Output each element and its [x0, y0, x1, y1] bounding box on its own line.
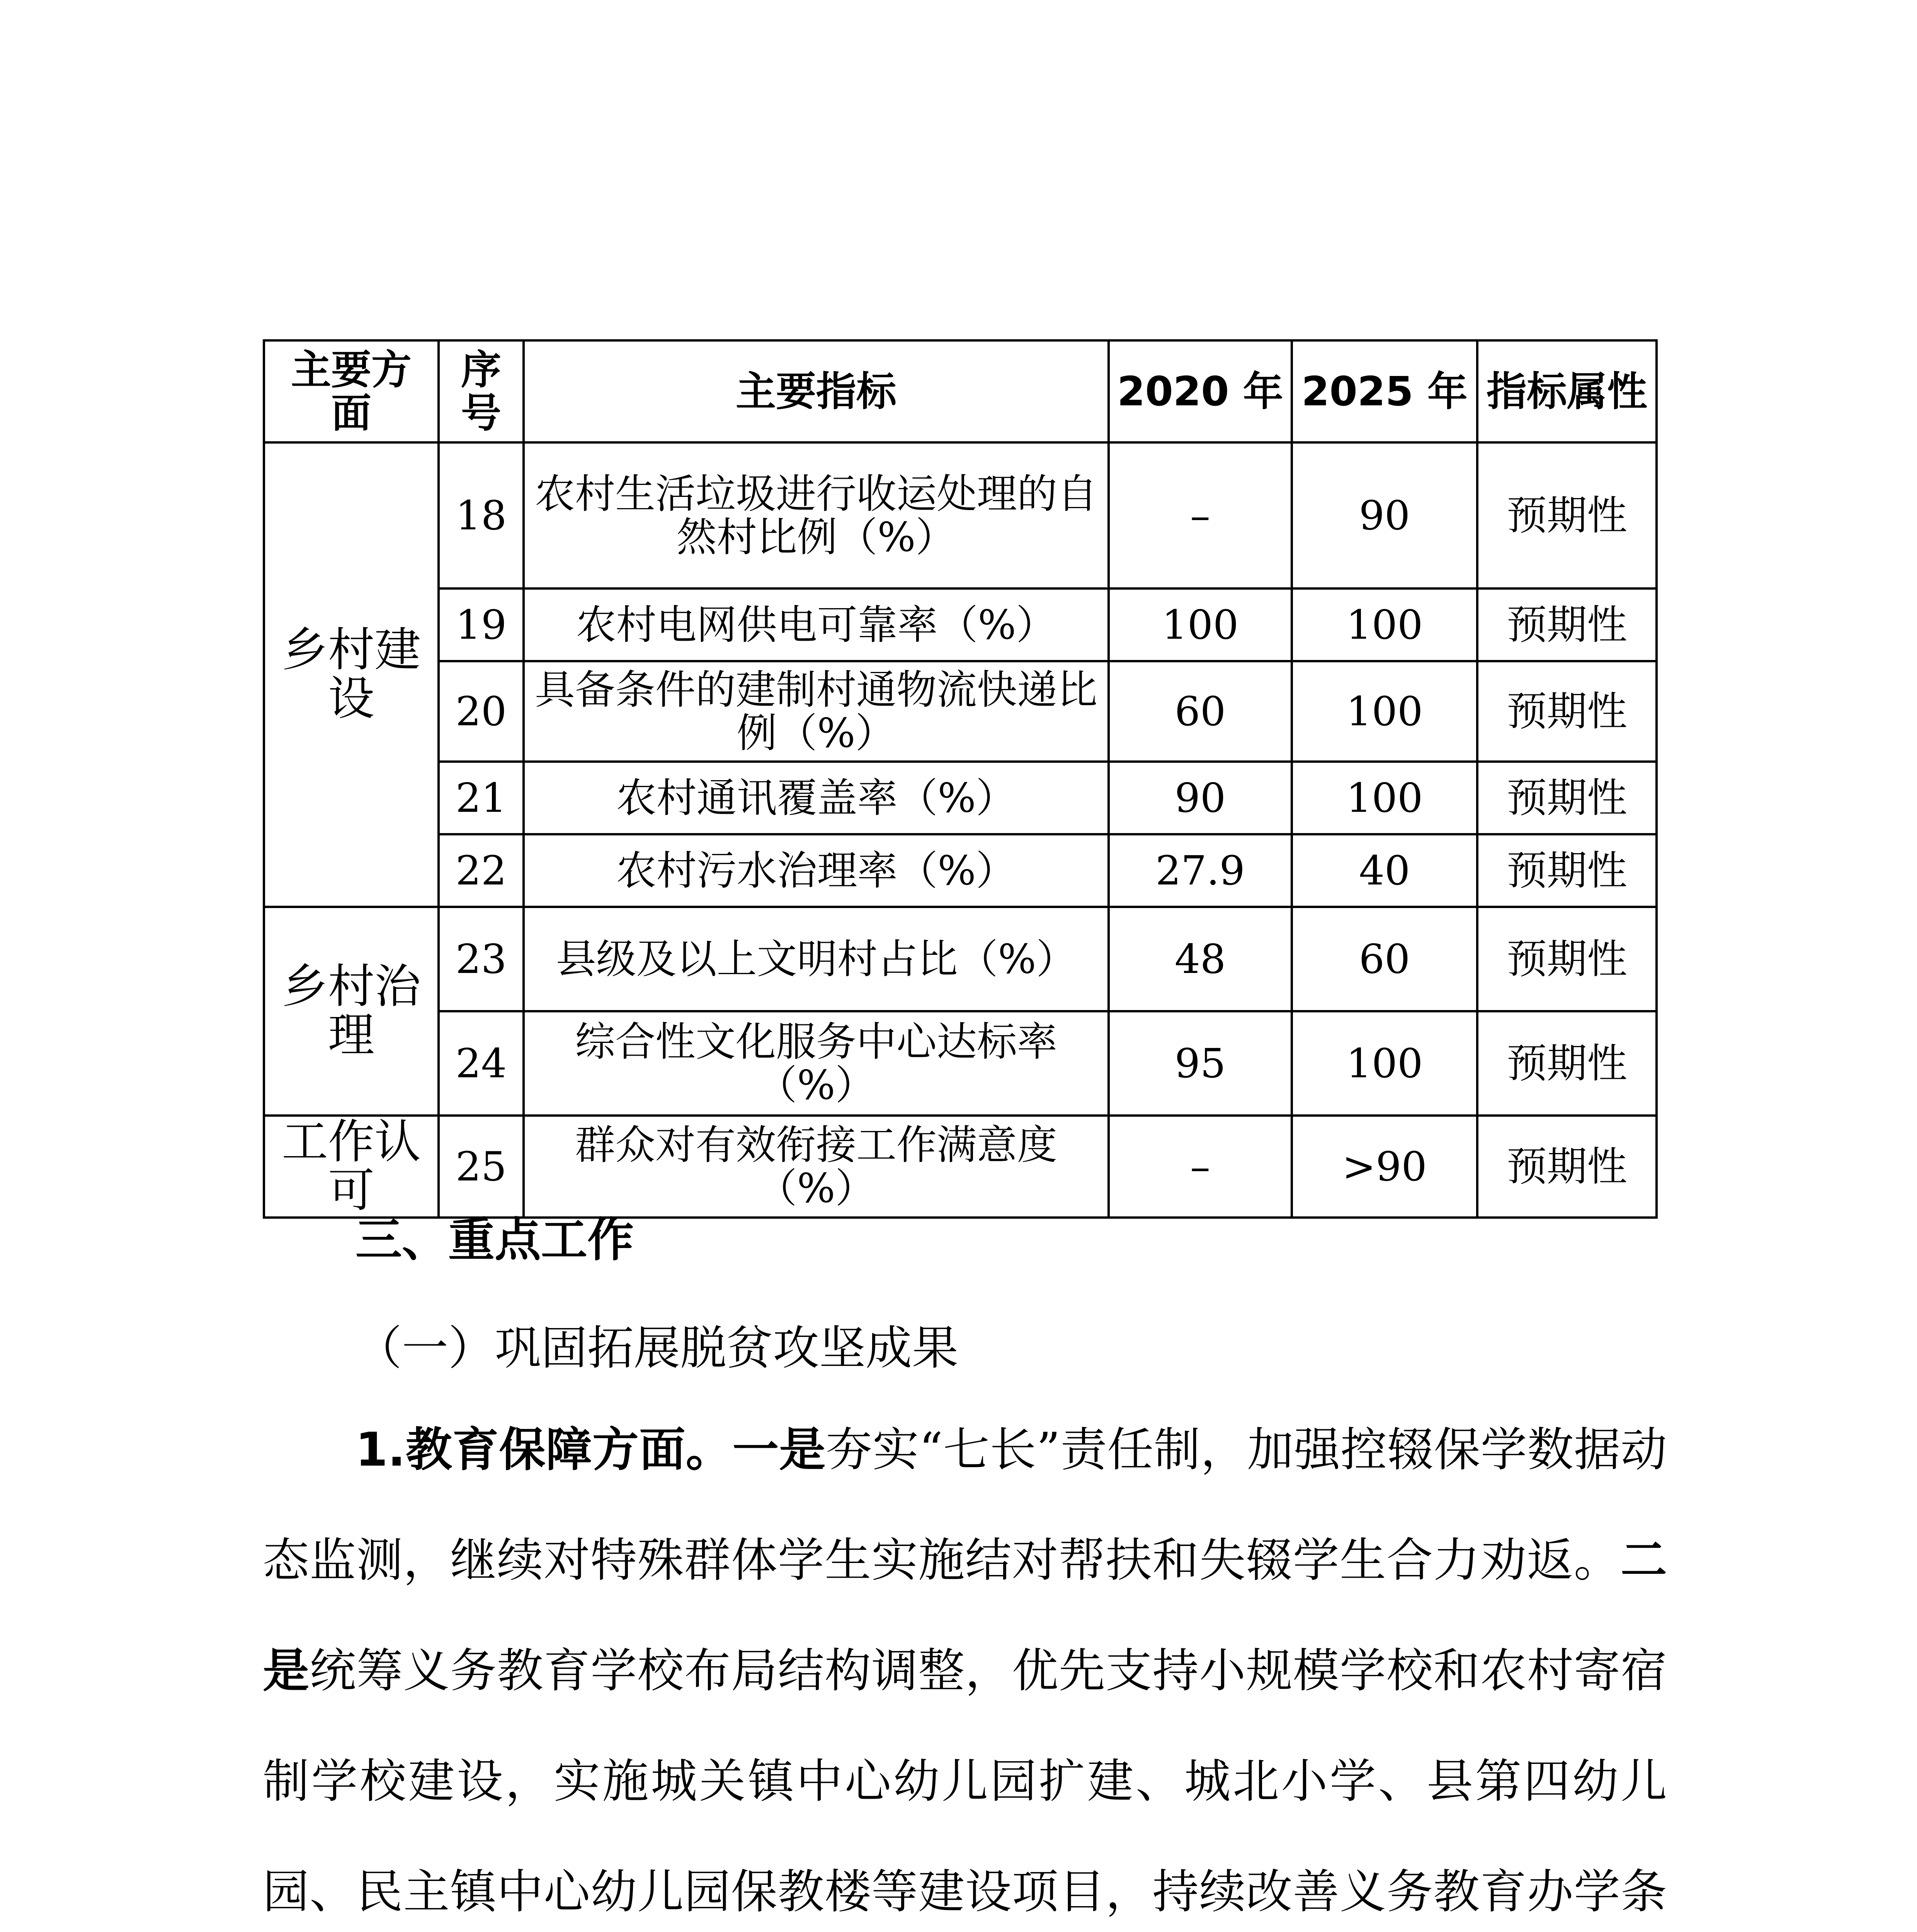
number-cell: 23	[439, 907, 524, 1011]
value-2020-cell: 60	[1109, 661, 1292, 762]
attribute-cell: 预期性	[1477, 834, 1657, 907]
value-2020-cell: 100	[1109, 588, 1292, 661]
point-text: 统筹义务教育学校布局结构调整，优先支持小规模学校和农村寄宿制学校建设，实施城关镇中心幼儿园扩建、城北小学、县第四幼儿园、民主镇中心幼儿园保教楼等建设项目，持续改善义务教育办学条	[263, 1644, 1667, 1919]
indicator-cell: 农村污水治理率（%）	[524, 834, 1109, 907]
value-2025-cell: 100	[1292, 661, 1477, 762]
attribute-cell: 预期性	[1477, 588, 1657, 661]
header-indicator: 主要指标	[524, 340, 1109, 442]
attribute-cell: 预期性	[1477, 1116, 1657, 1218]
category-cell: 乡村建设	[264, 442, 439, 907]
value-2025-cell: 100	[1292, 588, 1477, 661]
table-row	[264, 834, 1657, 907]
table-row	[264, 907, 1657, 1011]
header-number: 序号	[439, 340, 524, 442]
number-cell: 18	[439, 442, 524, 588]
attribute-cell: 预期性	[1477, 1011, 1657, 1116]
number-cell: 20	[439, 661, 524, 762]
attribute-cell: 预期性	[1477, 661, 1657, 762]
number-cell: 22	[439, 834, 524, 907]
indicator-cell: 综合性文化服务中心达标率（%）	[524, 1011, 1109, 1116]
attribute-cell: 预期性	[1477, 907, 1657, 1011]
value-2020-cell: 27.9	[1109, 834, 1292, 907]
header-attribute: 指标属性	[1477, 340, 1657, 442]
point-marker: 一是	[732, 1423, 826, 1477]
paragraph-lead: 1.教育保障方面。	[356, 1423, 733, 1477]
section-heading: 三、重点工作	[356, 1213, 634, 1267]
attribute-cell: 预期性	[1477, 442, 1657, 588]
table-header-row	[264, 340, 1657, 442]
value-2020-cell: –	[1109, 1116, 1292, 1218]
indicator-cell: 县级及以上文明村占比（%）	[524, 907, 1109, 1011]
table-row	[264, 442, 1657, 588]
indicator-cell: 农村电网供电可靠率（%）	[524, 588, 1109, 661]
point-text: 夯实“七长”责任制，加强控辍保学数据动态监测，继续对特殊群体学生实施结对帮扶和失辍学生合力劝返。	[263, 1423, 1667, 1587]
attribute-cell: 预期性	[1477, 762, 1657, 834]
education-paragraph	[263, 1395, 1667, 1932]
value-2020-cell: 48	[1109, 907, 1292, 1011]
header-category: 主要方面	[264, 340, 439, 442]
number-cell: 21	[439, 762, 524, 834]
header-2020: 2020 年	[1109, 340, 1292, 442]
indicator-table	[263, 339, 1658, 1219]
table-row	[264, 762, 1657, 834]
table-row	[264, 1011, 1657, 1116]
value-2025-cell: 60	[1292, 907, 1477, 1011]
table-row	[264, 588, 1657, 661]
number-cell: 25	[439, 1116, 524, 1218]
value-2020-cell: –	[1109, 442, 1292, 588]
point-marker: 二是	[263, 1534, 1667, 1698]
value-2025-cell: 100	[1292, 1011, 1477, 1116]
table-row	[264, 1116, 1657, 1218]
value-2025-cell: 40	[1292, 834, 1477, 907]
header-2025: 2025 年	[1292, 340, 1477, 442]
table-row	[264, 661, 1657, 762]
number-cell: 24	[439, 1011, 524, 1116]
category-cell: 乡村治理	[264, 907, 439, 1116]
value-2020-cell: 90	[1109, 762, 1292, 834]
value-2025-cell: >90	[1292, 1116, 1477, 1218]
indicator-cell: 农村通讯覆盖率（%）	[524, 762, 1109, 834]
number-cell: 19	[439, 588, 524, 661]
indicator-cell: 群众对有效衔接工作满意度（%）	[524, 1116, 1109, 1218]
sub-heading: （一）巩固拓展脱贫攻坚成果	[356, 1321, 958, 1375]
value-2025-cell: 100	[1292, 762, 1477, 834]
category-cell: 工作认可	[264, 1116, 439, 1218]
value-2020-cell: 95	[1109, 1011, 1292, 1116]
indicator-cell: 农村生活垃圾进行收运处理的自然村比例（%）	[524, 442, 1109, 588]
value-2025-cell: 90	[1292, 442, 1477, 588]
indicator-cell: 具备条件的建制村通物流快递比例（%）	[524, 661, 1109, 762]
